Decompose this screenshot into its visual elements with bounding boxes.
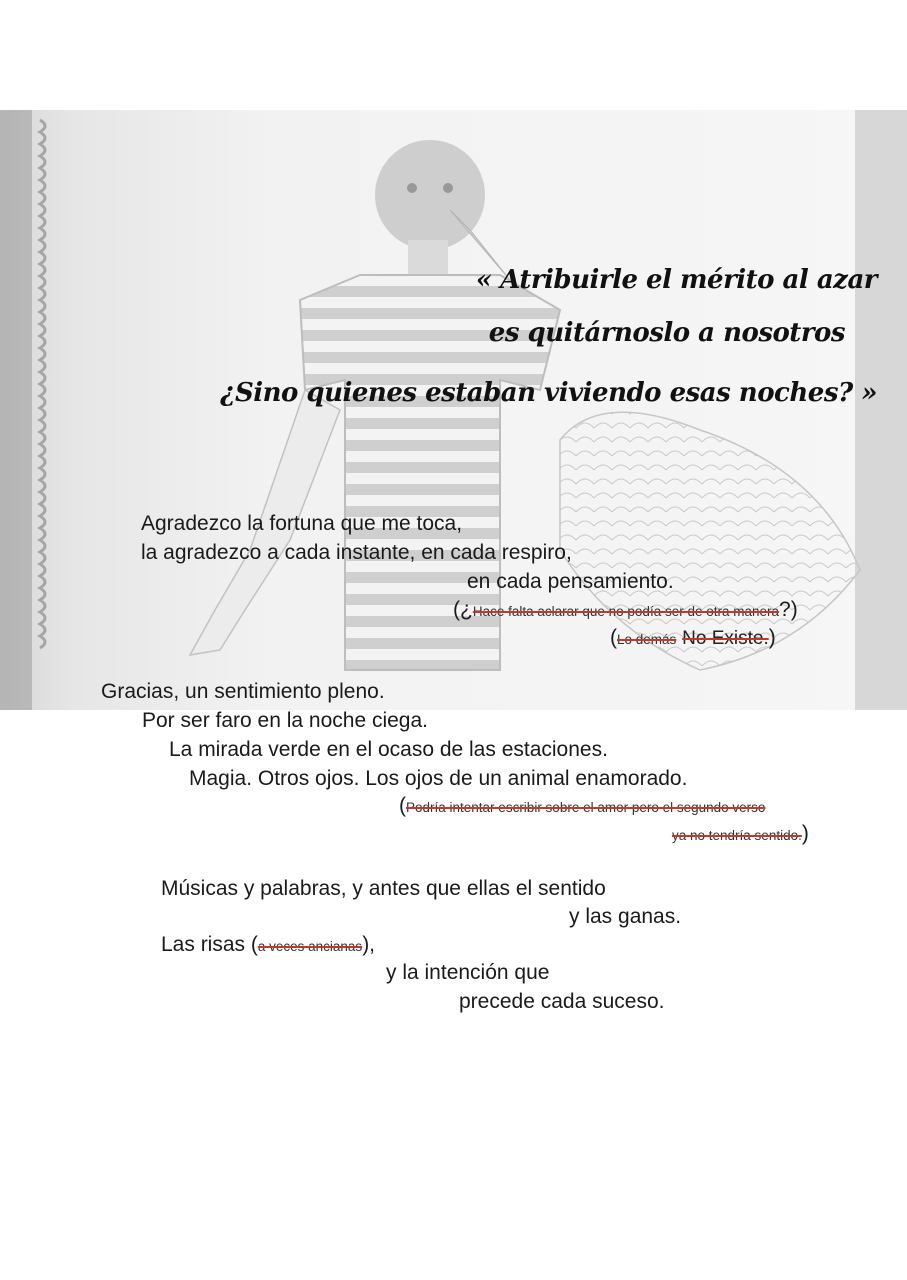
quote-line-2: es quitárnoslo a nosotros xyxy=(488,318,845,348)
stanza3-line-1: Músicas y palabras, y antes que ellas el sentido xyxy=(161,877,606,900)
stanza2-aside-line-1 xyxy=(399,794,765,818)
quote-line-3: ¿Sino quienes estaban viviendo esas noches? » xyxy=(220,378,877,408)
stanza2-line-3: La mirada verde en el ocaso de las estaciones. xyxy=(169,738,608,761)
stanza2-aside-line-2 xyxy=(672,822,809,846)
aside2-open: ( xyxy=(610,626,617,649)
stanza2-line-1: Gracias, un sentimiento pleno. xyxy=(101,680,385,703)
stanza3-line-3 xyxy=(161,933,375,957)
stanza3-line-5: precede cada suceso. xyxy=(459,990,665,1013)
stanza1-aside-1 xyxy=(453,598,798,622)
stanza3-line-2: y las ganas. xyxy=(569,905,682,928)
aside2-close: ) xyxy=(768,626,776,649)
aside1-close: ?) xyxy=(779,598,798,621)
stanza2-aside-struck-2: ya no tendría sentido. xyxy=(672,828,802,843)
stanza3-line-4: y la intención que xyxy=(386,961,550,984)
stanza2-line-4: Magia. Otros ojos. Los ojos de un animal enamorado. xyxy=(189,767,688,790)
aside2-struck-med: No Existe. xyxy=(682,628,769,649)
stanza1-line-1: Agradezco la fortuna que me toca, xyxy=(141,512,463,535)
stanza2-aside-close: ) xyxy=(801,822,809,845)
stanza2-aside-struck-1: Podría intentar escribir sobre el amor pero el segundo verso xyxy=(406,800,766,815)
stanza3-line3-struck: a veces ancianas xyxy=(257,939,363,954)
stanza2-line-2: Por ser faro en la noche ciega. xyxy=(142,709,429,732)
aside2-struck-small: Lo demás xyxy=(617,632,677,647)
stanza3-line3-start: Las risas ( xyxy=(161,933,258,956)
stanza1-line-2: la agradezco a cada instante, en cada respiro, xyxy=(141,541,572,564)
aside1-struck-text: Hace falta aclarar que no podía ser de otra manera xyxy=(472,604,780,619)
quote-line-1: « Atribuirle el mérito al azar xyxy=(475,265,877,295)
stanza1-aside-2 xyxy=(610,626,776,650)
aside1-open: (¿ xyxy=(453,598,473,621)
stanza1-line-3: en cada pensamiento. xyxy=(467,570,674,593)
stanza2-aside-open: ( xyxy=(399,794,406,817)
stanza3-line3-end: ), xyxy=(362,933,376,956)
